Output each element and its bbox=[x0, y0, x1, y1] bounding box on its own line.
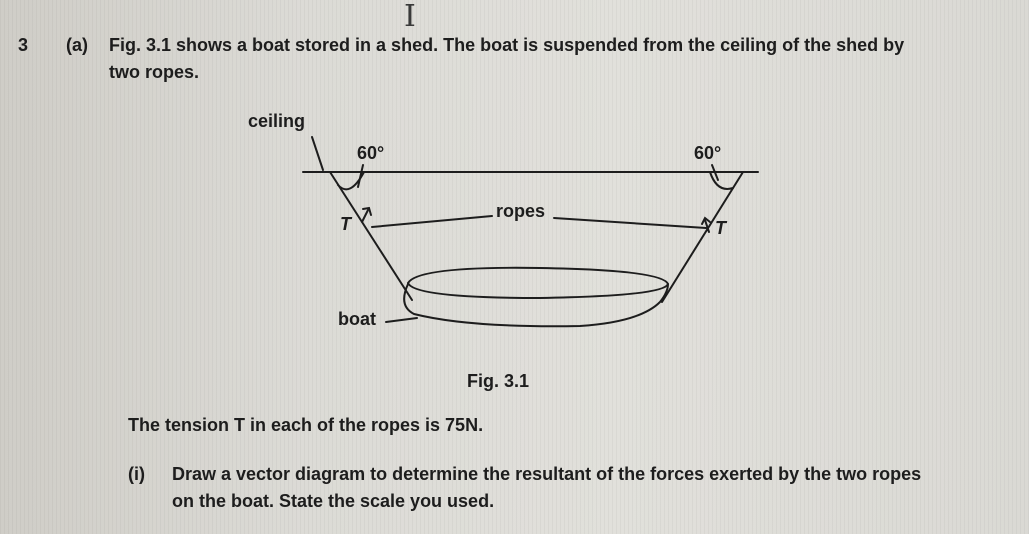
ropes-leader-right bbox=[554, 218, 706, 228]
label-ropes: ropes bbox=[496, 201, 546, 221]
question-intro-line-1: Fig. 3.1 shows a boat stored in a shed. The boat is suspended from the ceiling of the shed by bbox=[109, 35, 905, 55]
subpart-number: (i) bbox=[128, 464, 145, 484]
ceiling-leader-line bbox=[312, 137, 323, 170]
label-angle-right: 60° bbox=[694, 143, 722, 163]
boat-hull bbox=[404, 284, 668, 326]
ropes-leader-left bbox=[372, 216, 492, 227]
text-cursor-icon: I bbox=[404, 0, 416, 34]
left-rope bbox=[330, 172, 412, 300]
question-part: (a) bbox=[66, 35, 88, 55]
left-tension-arrow-shaft bbox=[362, 210, 368, 222]
label-tension-right: T bbox=[715, 218, 726, 238]
label-angle-left: 60° bbox=[357, 143, 385, 163]
question-intro-line-2: two ropes. bbox=[109, 62, 200, 82]
right-rope bbox=[662, 172, 743, 302]
label-boat: boat bbox=[338, 309, 376, 329]
label-tension-left: T bbox=[340, 214, 351, 234]
boat-leader-line bbox=[386, 318, 417, 322]
subpart-line-2: on the boat. State the scale you used. bbox=[172, 491, 495, 511]
label-ceiling: ceiling bbox=[248, 111, 306, 131]
right-angle-arc bbox=[710, 172, 733, 189]
subpart-line-1: Draw a vector diagram to determine the resultant of the forces exerted by the two ropes bbox=[172, 464, 922, 484]
question-number: 3 bbox=[18, 35, 29, 55]
figure-caption: Fig. 3.1 bbox=[467, 371, 530, 391]
tension-statement: The tension T in each of the ropes is 75N. bbox=[128, 415, 484, 435]
boat-rim bbox=[408, 268, 668, 298]
